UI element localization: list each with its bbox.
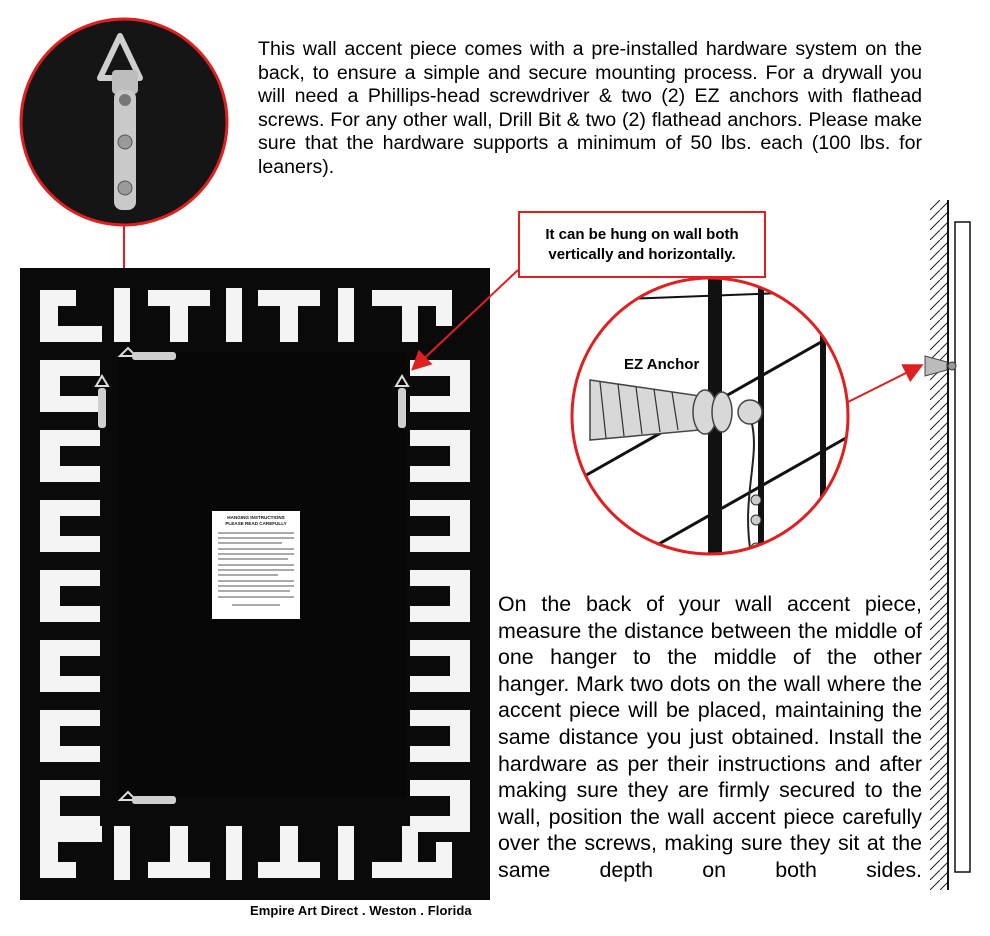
orientation-callout-text: It can be hung on wall both vertically and horizontally. bbox=[545, 225, 739, 263]
company-footer: Empire Art Direct . Weston . Florida bbox=[250, 903, 472, 918]
instruction-label-card bbox=[212, 511, 300, 619]
anchor-zoom bbox=[560, 270, 860, 600]
label-card-fineprint bbox=[212, 511, 300, 619]
label-card-subtitle: PLEASE READ CAREFULLY bbox=[225, 521, 287, 526]
hanger-closeup bbox=[20, 18, 230, 228]
label-card-title: HANGING INSTRUCTIONS bbox=[227, 515, 285, 520]
mounting-instructions: On the back of your wall accent piece, measure the distance between the middle of one hanger to the middle of the other hanger. Mark two dots on the wall where the accent piece will be placed, maintaining the same distance you just obtained. Install the hardware as per their instructions and after making sure they are firmly secured to the wall, position the wall accent piece carefully over the screws, making sure they sit at the same depth on both sides. bbox=[498, 592, 922, 882]
ez-anchor-label: EZ Anchor bbox=[624, 356, 700, 373]
wall-side-view bbox=[925, 200, 970, 890]
orientation-callout bbox=[518, 211, 766, 278]
zoom-pointer-arrow bbox=[848, 366, 920, 402]
intro-paragraph: This wall accent piece comes with a pre-installed hardware system on the back, to ensure a simple and secure mounting process. For a drywall you will need a Phillips-head screwdriver & two (2) EZ anchors with flathead screws. For any other wall, Drill Bit & two (2) flathead anchors. Please make sure that the hardware supports a minimum of 50 lbs. each (100 lbs. for leaners). bbox=[258, 38, 922, 178]
